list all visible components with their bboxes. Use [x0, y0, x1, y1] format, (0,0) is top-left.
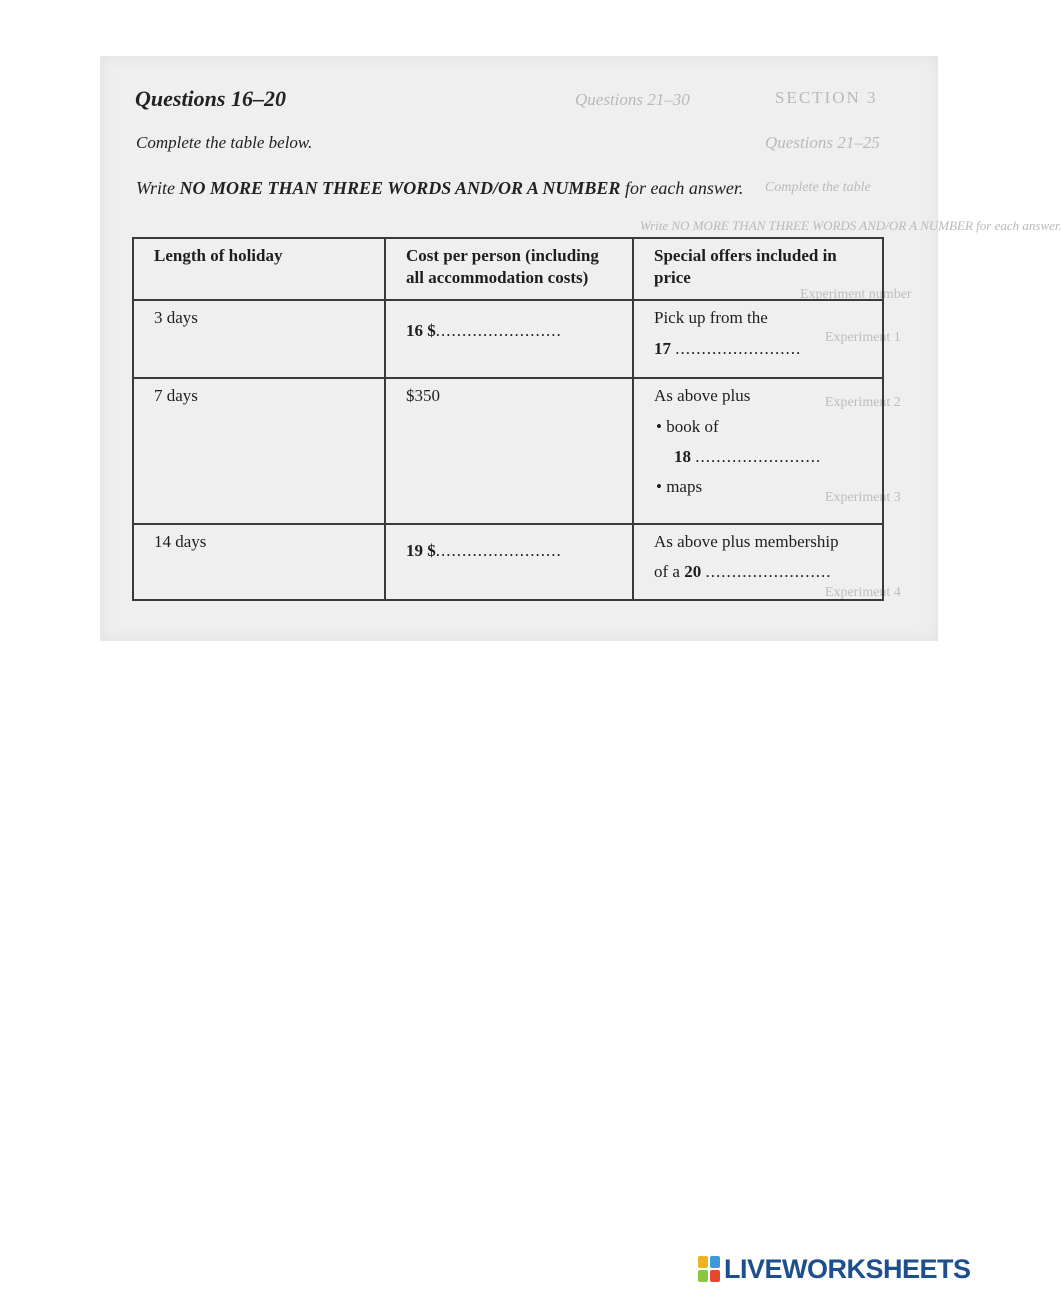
length-cell	[133, 524, 385, 600]
length-cell	[133, 378, 385, 524]
offer-bullet: • book of	[656, 417, 719, 436]
bleed-complete-text: Complete the table	[765, 180, 871, 195]
answer-blank: ........................	[705, 562, 832, 581]
holiday-table	[132, 237, 884, 601]
answer-blank: ........................	[695, 447, 822, 466]
answer-blank: ........................	[435, 321, 562, 340]
logo-square-icon	[698, 1270, 708, 1282]
offer-cell	[633, 524, 883, 600]
instruction-prefix: Write	[136, 178, 180, 198]
length-value: 7 days	[154, 386, 198, 405]
question-number: 18	[674, 447, 691, 466]
question-number: 19	[406, 541, 423, 560]
brand-name: LIVEWORKSHEETS	[724, 1253, 971, 1284]
offer-text: Pick up from the	[654, 308, 768, 327]
cost-cell	[385, 524, 633, 600]
table-row	[133, 378, 883, 524]
question-number: 20	[684, 562, 702, 581]
offer-prefix: of a	[654, 562, 680, 581]
length-value: 14 days	[154, 532, 207, 551]
cost-cell	[385, 378, 633, 524]
answer-gap-16[interactable]	[406, 321, 612, 341]
instruction-bold: NO MORE THAN THREE WORDS AND/OR A NUMBER	[179, 178, 621, 198]
instruction-complete: Complete the table below.	[136, 133, 313, 152]
offer-cell	[633, 300, 883, 378]
logo-square-icon	[710, 1256, 720, 1268]
length-value: 3 days	[154, 308, 198, 327]
cost-value: $350	[406, 386, 440, 405]
table-row	[133, 300, 883, 378]
cost-cell	[385, 300, 633, 378]
answer-gap-20[interactable]	[654, 561, 862, 583]
instruction-suffix: for each answer.	[620, 178, 744, 198]
currency-symbol: $	[427, 321, 436, 340]
logo-square-icon	[698, 1256, 708, 1268]
liveworksheets-icon	[698, 1256, 720, 1282]
header-length: Length of holiday	[133, 238, 385, 300]
answer-gap-18[interactable]	[654, 447, 862, 467]
table-row	[133, 524, 883, 600]
currency-symbol: $	[427, 541, 436, 560]
answer-gap-19[interactable]	[406, 541, 612, 561]
bleed-row-label: Experiment 1	[825, 330, 901, 345]
offer-text: As above plus membership	[654, 532, 839, 551]
header-cost: Cost per person (including all accommodation costs)	[385, 238, 633, 300]
offer-cell	[633, 378, 883, 524]
answer-blank: ........................	[675, 339, 802, 358]
offer-bullet: • maps	[656, 477, 703, 496]
liveworksheets-logo[interactable]	[698, 1254, 971, 1284]
bleed-row-label: Experiment 2	[825, 395, 901, 410]
question-number: 16	[406, 321, 423, 340]
bleed-questions-label: Questions 21–30	[575, 90, 690, 109]
questions-heading: Questions 16–20	[135, 86, 286, 111]
table-header-row	[133, 238, 883, 300]
bleed-col-header: Experiment number	[800, 287, 912, 302]
logo-square-icon	[710, 1270, 720, 1282]
bleed-section-label: SECTION 3	[775, 88, 878, 107]
instruction-word-limit	[136, 178, 743, 199]
answer-gap-17[interactable]	[654, 339, 862, 359]
question-number: 17	[654, 339, 671, 358]
length-cell	[133, 300, 385, 378]
bleed-row-label: Experiment 4	[825, 585, 901, 600]
header-offers: Special offers included in price	[633, 238, 883, 300]
offer-text: As above plus	[654, 386, 751, 405]
bleed-write-text: Write NO MORE THAN THREE WORDS AND/OR A NUMBER for each answer.	[640, 218, 1062, 233]
bleed-row-label: Experiment 3	[825, 490, 901, 505]
bleed-subquestions-label: Questions 21–25	[765, 133, 880, 152]
answer-blank: ........................	[435, 541, 562, 560]
